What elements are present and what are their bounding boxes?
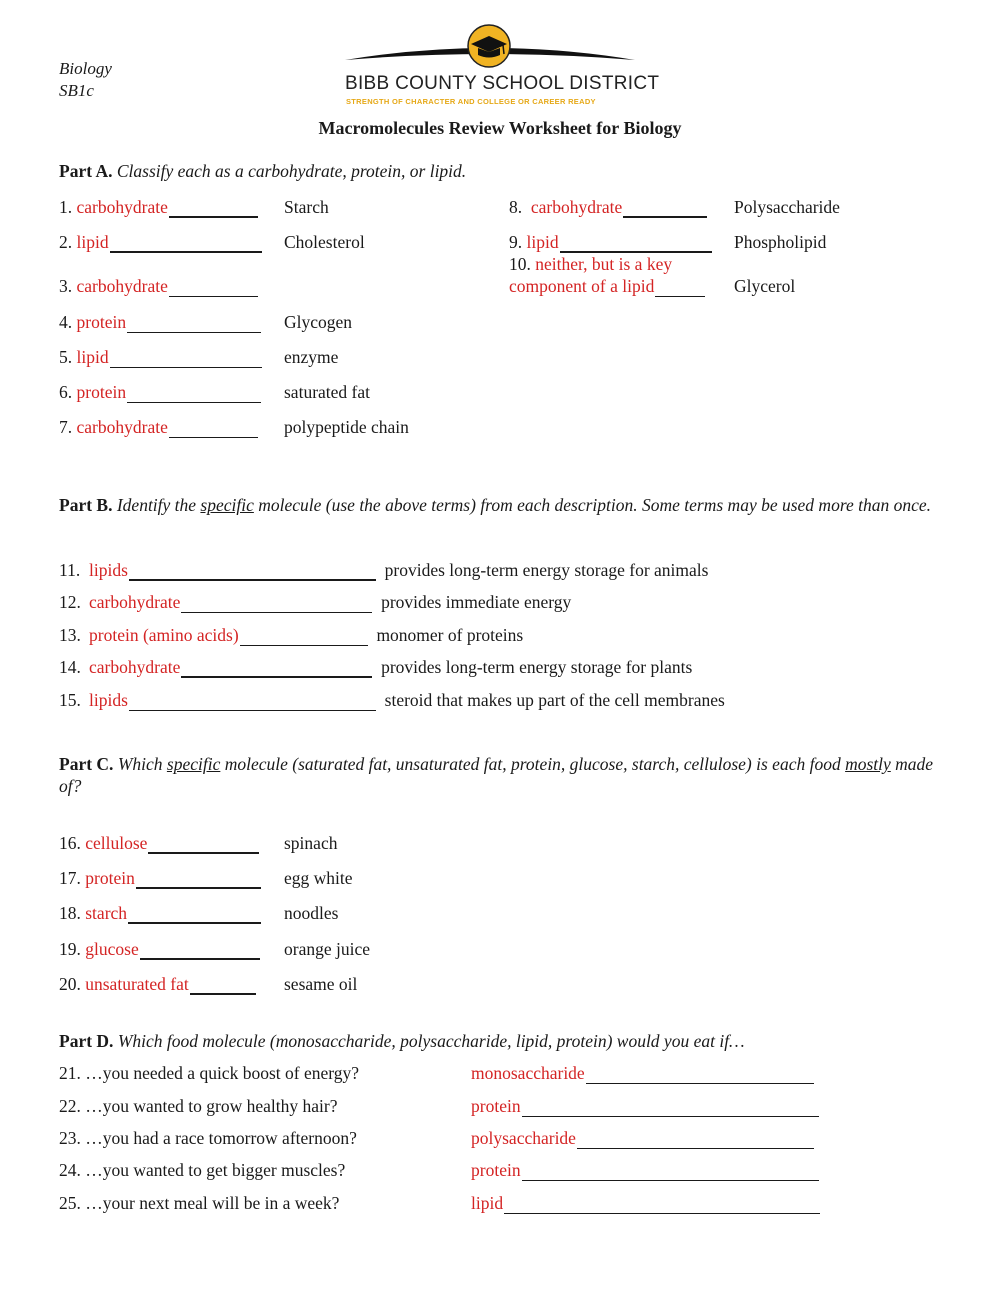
list-item: 3. carbohydrate (59, 275, 258, 297)
food: noodles (284, 903, 339, 923)
answer-line (504, 1196, 820, 1214)
answer: protein (76, 312, 127, 332)
course-label (59, 58, 112, 102)
answer: lipids (89, 690, 128, 710)
question: 22. …you wanted to grow healthy hair? (59, 1096, 338, 1116)
list-item: 11. lipids provides long-term energy storage for animals (59, 560, 709, 580)
list-item: 20. unsaturated fat (59, 973, 256, 995)
graduation-cap-logo-icon (340, 22, 640, 72)
standard-code: SB1c (59, 81, 94, 100)
answer: carbohydrate (530, 197, 623, 217)
part-d-instruction: Which food molecule (monosaccharide, polysaccharide, lipid, protein) would you eat if… (117, 1031, 745, 1051)
list-item: 17. protein (59, 867, 261, 889)
answer-line-1: neither, but is a key (535, 254, 673, 274)
description: steroid that makes up part of the cell membranes (384, 690, 725, 710)
list-item (471, 1192, 820, 1214)
term: Starch (284, 197, 329, 217)
part-b-label: Part B. (59, 495, 113, 515)
answer-line (190, 976, 256, 995)
term: polypeptide chain (284, 417, 409, 437)
answer: protein (471, 1160, 521, 1180)
answer-line (129, 693, 376, 711)
answer-line (586, 1066, 814, 1084)
answer: protein (471, 1096, 521, 1116)
part-d-label: Part D. (59, 1031, 114, 1051)
list-item (471, 1127, 814, 1149)
answer-line (181, 659, 372, 678)
answer-line (181, 595, 372, 613)
term: Glycerol (734, 276, 796, 296)
term: Polysaccharide (734, 197, 840, 217)
list-item (471, 1159, 819, 1181)
answer-line (148, 835, 259, 854)
term: saturated fat (284, 382, 370, 402)
worksheet-title: Macromolecules Review Worksheet for Biology (318, 118, 682, 138)
answer-line (169, 420, 258, 438)
course-name: Biology (59, 59, 112, 78)
description: provides immediate energy (381, 592, 572, 612)
list-item: 8. carbohydrate (509, 196, 707, 218)
answer-line (127, 315, 261, 333)
question: 24. …you wanted to get bigger muscles? (59, 1160, 346, 1180)
answer: cellulose (85, 833, 148, 853)
part-c-heading: Part C. Which specific molecule (saturated fat, unsaturated fat, protein, glucose, starch, cellulose) is each food mostly made of? (59, 754, 934, 796)
list-item: 16. cellulose (59, 832, 259, 854)
emphasis-specific: specific (166, 754, 221, 774)
question: 23. …you had a race tomorrow afternoon? (59, 1128, 357, 1148)
list-item: 6. protein (59, 381, 261, 403)
list-item: 18. starch (59, 902, 261, 924)
answer-line (522, 1099, 819, 1117)
answer: lipid (76, 232, 109, 252)
district-name: BIBB COUNTY SCHOOL DISTRICT (345, 73, 660, 94)
answer-line (140, 941, 260, 960)
part-b-heading: Part B. Identify the specific molecule (use the above terms) from each description. Some terms may be used more than once. (59, 495, 932, 515)
term: enzyme (284, 347, 339, 367)
answer: carbohydrate (76, 276, 168, 296)
part-a-instruction: Classify each as a carbohydrate, protein, or lipid. (116, 161, 467, 181)
answer: polysaccharide (471, 1128, 576, 1148)
food: orange juice (284, 939, 370, 959)
answer-line (169, 199, 258, 218)
part-c-label: Part C. (59, 754, 114, 774)
answer: protein (76, 382, 127, 402)
food: egg white (284, 868, 353, 888)
answer-line (110, 234, 262, 253)
emphasis-mostly: mostly (845, 754, 891, 774)
answer: lipid (76, 347, 109, 367)
answer-line (655, 279, 705, 297)
list-item-multiline: 10. neither, but is a key (509, 254, 673, 274)
answer-line (136, 870, 261, 889)
list-item: 9. lipid (509, 231, 712, 253)
answer: carbohydrate (89, 657, 181, 677)
answer-line-2: component of a lipid (509, 276, 655, 296)
list-item: 2. lipid (59, 231, 262, 253)
description: provides long-term energy storage for animals (384, 560, 709, 580)
food: spinach (284, 833, 338, 853)
part-d-heading (59, 1030, 939, 1052)
list-item: 12. carbohydrate provides immediate energy (59, 592, 572, 612)
term: Cholesterol (284, 232, 365, 252)
question: 21. …you needed a quick boost of energy? (59, 1063, 360, 1083)
answer: lipids (89, 560, 128, 580)
answer-line (169, 279, 258, 297)
part-a-label: Part A. (59, 161, 113, 181)
list-item: 14. carbohydrate provides long-term energy storage for plants (59, 657, 693, 677)
emphasis-specific: specific (200, 495, 254, 515)
answer: protein (85, 868, 135, 888)
term: Glycogen (284, 312, 353, 332)
answer-line (110, 350, 262, 368)
description: provides long-term energy storage for plants (381, 657, 693, 677)
answer: monosaccharide (471, 1063, 585, 1083)
answer-line (577, 1131, 814, 1149)
list-item (471, 1095, 819, 1117)
answer: carbohydrate (76, 197, 168, 217)
district-tagline: STRENGTH OF CHARACTER AND COLLEGE OR CAREER READY (346, 97, 596, 106)
answer: unsaturated fat (85, 974, 189, 994)
list-item (471, 1062, 814, 1084)
part-a-heading (59, 160, 939, 182)
list-item: 13. protein (amino acids) monomer of proteins (59, 625, 524, 645)
list-item: 1. carbohydrate (59, 196, 258, 218)
answer: carbohydrate (89, 592, 181, 612)
list-item-continuation (509, 275, 705, 297)
answer-line (560, 234, 712, 253)
answer: starch (85, 903, 128, 923)
answer: glucose (85, 939, 139, 959)
answer-line (127, 385, 261, 403)
question: 25. …your next meal will be in a week? (59, 1193, 340, 1213)
list-item: 15. lipids steroid that makes up part of the cell membranes (59, 690, 725, 710)
food: sesame oil (284, 974, 358, 994)
answer-line (129, 562, 376, 581)
list-item: 4. protein (59, 311, 261, 333)
answer: carbohydrate (76, 417, 168, 437)
answer-line (522, 1163, 819, 1181)
answer-line (240, 628, 368, 646)
answer-line (128, 905, 261, 924)
description: monomer of proteins (376, 625, 524, 645)
answer: lipid (471, 1193, 504, 1213)
answer: lipid (526, 232, 559, 252)
term: Phospholipid (734, 232, 827, 252)
list-item: 7. carbohydrate (59, 416, 258, 438)
list-item: 19. glucose (59, 938, 260, 960)
list-item: 5. lipid (59, 346, 262, 368)
answer-line (623, 199, 707, 218)
answer: protein (amino acids) (89, 625, 239, 645)
